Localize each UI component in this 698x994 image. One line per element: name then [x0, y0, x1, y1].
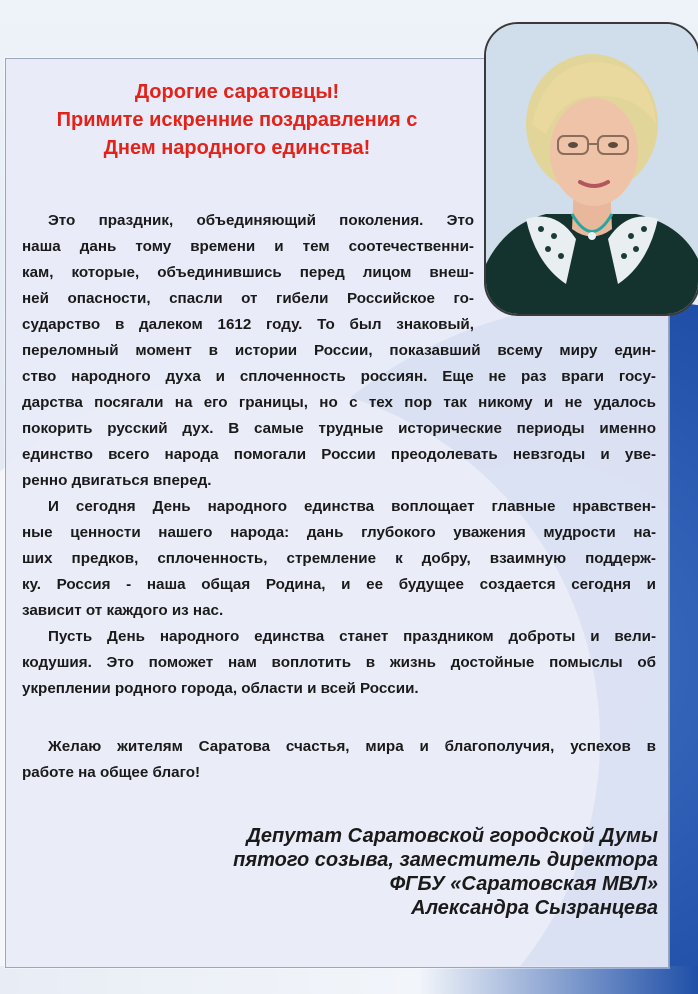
text-line: зависит от каждого из нас. — [22, 602, 224, 619]
text-line: наша дань тому времени и тем соотечественни- — [22, 238, 474, 255]
text-line: переломный момент в истории России, показавший всему миру един- — [22, 342, 656, 359]
text-line: Пусть День народного единства станет праздником доброты и вели- — [48, 628, 656, 645]
text-line: И сегодня День народного единства воплощает главные нравствен- — [48, 498, 656, 515]
text-line: сударство в далеком 1612 году. То был знаковый, — [22, 316, 474, 333]
text-line: ные ценности нашего народа: дань глубокого уважения мудрости на- — [22, 524, 656, 541]
text-line: дарства посягали на его границы, но с тех пор так никому и не удалось — [22, 394, 656, 411]
text-line: ку. Россия - наша общая Родина, и ее будущее создается сегодня и — [22, 576, 656, 593]
text-line: кодушия. Это поможет нам воплотить в жизнь достойные помыслы об — [22, 654, 656, 671]
signature-name: Александра Сызранцева — [411, 897, 658, 919]
background-bottom-strip — [0, 966, 698, 994]
text-line: покорить русский дух. В самые трудные исторические периоды именно — [22, 420, 656, 437]
text-line: ство народного духа и сплоченность россиян. Еще не раз враги госу- — [22, 368, 656, 385]
text-line: Желаю жителям Саратова счастья, мира и благополучия, успехов в — [48, 738, 656, 755]
paragraph-2 — [22, 494, 656, 624]
greeting-heading-line: Днем народного единства! — [103, 137, 371, 159]
text-line: ренно двигаться вперед. — [22, 472, 212, 489]
text-line: укреплении родного города, области и всей России. — [22, 680, 419, 697]
greeting-heading — [22, 78, 452, 162]
portrait-illustration — [486, 24, 698, 314]
portrait-photo — [484, 22, 698, 316]
text-line: кам, которые, объединившись перед лицом внеш- — [22, 264, 474, 281]
text-line: ней опасности, спасли от гибели Российское го- — [22, 290, 474, 307]
text-line: работе на общее благо! — [22, 764, 201, 781]
signature-line: Депутат Саратовской городской Думы — [246, 825, 658, 847]
signature-line: пятого созыва, заместитель директора — [233, 849, 658, 871]
text-line: единство всего народа помогали России преодолевать невзгоды и уве- — [22, 446, 656, 463]
greeting-heading-line: Примите искренние поздравления с — [56, 109, 418, 131]
text-line: ших предков, сплоченность, стремление к добру, взаимную поддерж- — [22, 550, 656, 567]
paragraph-1-narrow — [22, 208, 474, 338]
text-line: Это праздник, объединяющий поколения. Это — [48, 212, 474, 229]
greeting-heading-line: Дорогие саратовцы! — [134, 81, 340, 103]
paragraph-1-wide — [22, 338, 656, 494]
signature-block — [80, 824, 658, 920]
signature-line: ФГБУ «Саратовская МВЛ» — [389, 873, 658, 895]
paragraph-4 — [22, 734, 656, 786]
paragraph-3 — [22, 624, 656, 702]
